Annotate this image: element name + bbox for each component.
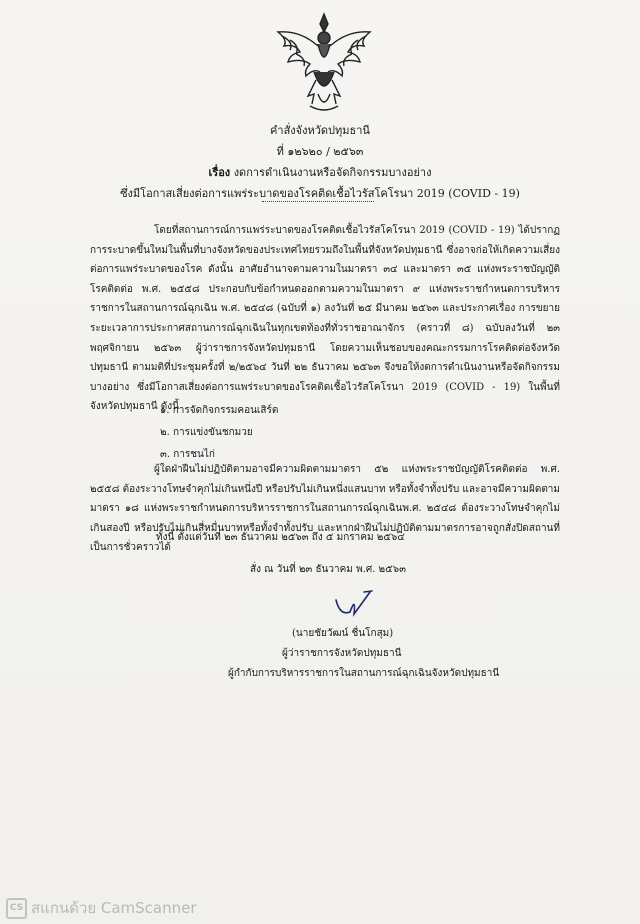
effective-period: ทั้งนี้ ตั้งแต่วันที่ ๒๓ ธันวาคม ๒๕๖๓ ถึง ๕ มกราคม ๒๕๖๔ [156, 532, 405, 543]
garuda-emblem-icon [270, 10, 378, 114]
order-subject [0, 162, 640, 183]
subject-line2: ซึ่งมีโอกาสเสี่ยงต่อการแพร่ระบาดของโรคติดเชื้อไวรัสโคโรนา 2019 (COVID - 19) [120, 187, 520, 200]
penalty-paragraph: ผู้ใดฝ่าฝืนไม่ปฏิบัติตามอาจมีความผิดตามมาตรา ๕๒ แห่งพระราชบัญญัติโรคติดต่อ พ.ศ. ๒๕๕๘ ต้องระวางโทษจำคุกไม่เกินหนึ่งปี หรือปรับไม่เกินหนึ่งแสนบาท หรือทั้งจำทั้งปรับ และอาจมีความผิดตามมาตรา ๑๘ แห่งพระราชกำหนดการบริหารราชการในสถานการณ์ฉุกเฉินพ.ศ. ๒๕๔๘ ต้องระวางโทษจำคุกไม่เกินสองปี หรือปรับไม่เกินสี่หมื่นบาทหรือทั้งจำทั้งปรับ และหากฝ่าฝืนไม่ปฏิบัติตามมาตรการอาจถูกสั่งปิดสถานที่เป็นการชั่วคราวได้ [90, 464, 561, 554]
signer-name: (นายชัยวัฒน์ ชื่นโกสุม) [292, 628, 394, 639]
subject-label: เรื่อง [208, 166, 231, 179]
scanner-text: สแกนด้วย CamScanner [31, 899, 197, 917]
list-item: ๓. การชนไก่ [160, 449, 215, 460]
prohibited-activities-list [160, 400, 278, 466]
list-item: ๒. การแข่งขันชกมวย [160, 427, 253, 438]
handwritten-signature [330, 586, 380, 624]
subject-line1: งดการดำเนินงานหรือจัดกิจกรรมบางอย่าง [233, 166, 432, 179]
signer-role: ผู้กำกับการบริหารราชการในสถานการณ์ฉุกเฉินจังหวัดปทุมธานี [228, 668, 500, 679]
body-paragraph: โดยที่สถานการณ์การแพร่ระบาดของโรคติดเชื้อไวรัสโคโรนา 2019 (COVID - 19) ได้ปรากฏการระบาดขึ้นใหม่ในพื้นที่บางจังหวัดของประเทศไทยรวมถึงในพื้นที่จังหวัดปทุมธานี ซึ่งอาจก่อให้เกิดความเสี่ยงต่อการแพร่ระบาดของโรค ดังนั้น อาศัยอำนาจตามความในมาตรา ๓๔ และมาตรา ๓๕ แห่งพระราชบัญญัติโรคติดต่อ พ.ศ. ๒๕๕๘ ประกอบกับข้อกำหนดออกตามความในมาตรา ๙ แห่งพระราชกำหนดการบริหารราชการในสถานการณ์ฉุกเฉิน พ.ศ. ๒๕๔๘ (ฉบับที่ ๑) ลงวันที่ ๒๕ มีนาคม ๒๕๖๓ และประกาศเรื่อง การขยายระยะเวลาการประกาศสถานการณ์ฉุกเฉินในทุกเขตท้องที่ทั่วราชอาณาจักร (คราวที่ ๘) ฉบับลงวันที่ ๒๓ พฤศจิกายน ๒๕๖๓ ผู้ว่าราชการจังหวัดปทุมธานี โดยความเห็นชอบของคณะกรรมการโรคติดต่อจังหวัดปทุมธานี ตามมติที่ประชุมครั้งที่ ๒/๒๕๖๔ วันที่ ๒๒ ธันวาคม ๒๕๖๓ จึงขอให้งดการดำเนินงานหรือจัดกิจกรรมบางอย่าง ซึ่งมีโอกาสเสี่ยงต่อการแพร่ระบาดของโรคติดเชื้อไวรัสโคโรนา 2019 (COVID - 19) ในพื้นที่จังหวัดปทุมธานี ดังนี้ [90, 225, 560, 413]
signer-title: ผู้ว่าราชการจังหวัดปทุมธานี [282, 648, 402, 659]
order-header [0, 120, 640, 204]
order-title: คำสั่งจังหวัดปทุมธานี [270, 124, 370, 137]
order-body [90, 221, 560, 417]
signer-block [0, 624, 640, 684]
dotted-divider [262, 201, 374, 202]
camscanner-icon: CS [6, 898, 27, 919]
scanner-watermark [6, 896, 197, 920]
list-item: ๑. การจัดกิจกรรมคอนเสิร์ต [160, 405, 279, 416]
order-number: ที่ ๑๒๖๒๐ / ๒๕๖๓ [276, 145, 364, 158]
signed-date: สั่ง ณ วันที่ ๒๓ ธันวาคม พ.ศ. ๒๕๖๓ [250, 564, 406, 575]
